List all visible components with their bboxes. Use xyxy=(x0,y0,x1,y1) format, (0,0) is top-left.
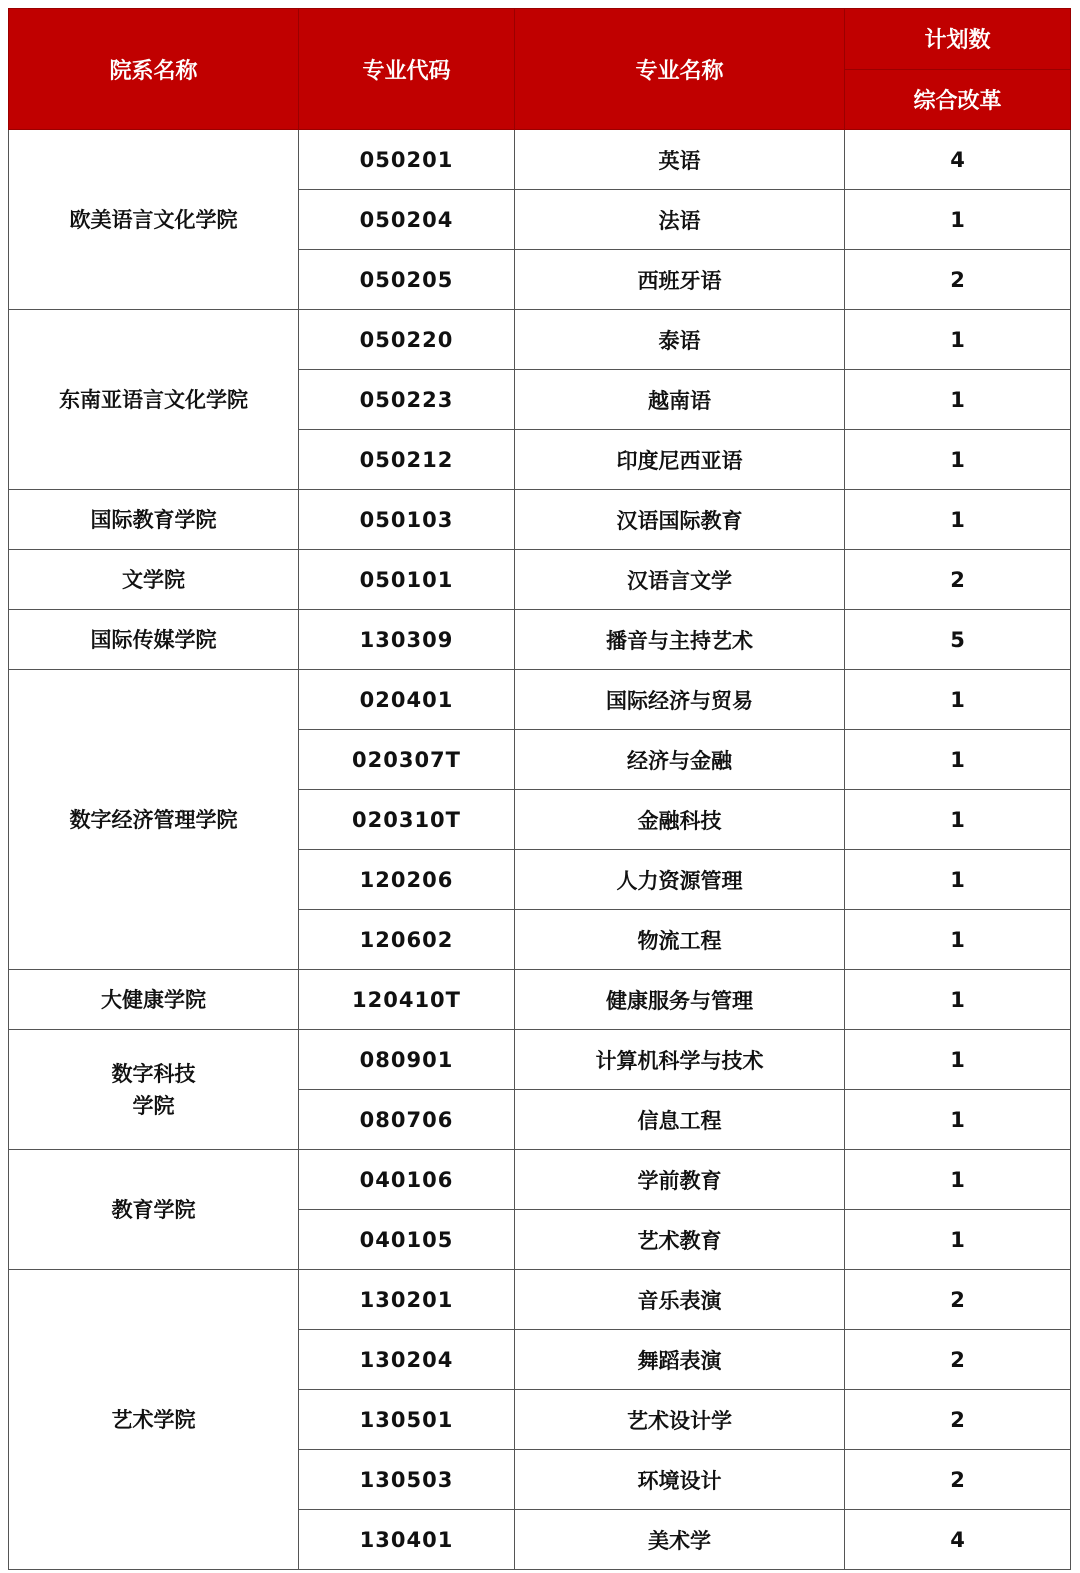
dept-name: 艺术学院 xyxy=(111,1407,196,1432)
dept-cell xyxy=(9,670,299,970)
plan-count-cell: 4 xyxy=(845,130,1071,190)
plan-count-cell: 2 xyxy=(845,1450,1071,1510)
code-cell: 130501 xyxy=(299,1390,515,1450)
dept-cell xyxy=(9,130,299,310)
table-row xyxy=(9,1270,1071,1330)
plan-count-cell: 5 xyxy=(845,610,1071,670)
plan-count-cell: 1 xyxy=(845,370,1071,430)
major-name-cell: 舞蹈表演 xyxy=(515,1330,845,1390)
dept-name: 数字科技 学院 xyxy=(111,1061,196,1118)
major-name-cell: 英语 xyxy=(515,130,845,190)
major-name-cell: 美术学 xyxy=(515,1510,845,1570)
header-dept: 院系名称 xyxy=(9,9,299,130)
header-plan-sub: 综合改革 xyxy=(845,69,1071,130)
dept-name: 国际传媒学院 xyxy=(90,627,217,652)
dept-name: 数字经济管理学院 xyxy=(69,807,238,832)
enrollment-plan-table-container xyxy=(8,8,1070,1570)
major-name-cell: 播音与主持艺术 xyxy=(515,610,845,670)
code-cell: 050103 xyxy=(299,490,515,550)
plan-count-cell: 1 xyxy=(845,730,1071,790)
code-cell: 050101 xyxy=(299,550,515,610)
plan-count-cell: 1 xyxy=(845,850,1071,910)
plan-count-cell: 2 xyxy=(845,250,1071,310)
plan-count-cell: 2 xyxy=(845,1390,1071,1450)
major-name-cell: 西班牙语 xyxy=(515,250,845,310)
dept-cell xyxy=(9,1030,299,1150)
table-row xyxy=(9,490,1071,550)
plan-count-cell: 2 xyxy=(845,1330,1071,1390)
table-row xyxy=(9,550,1071,610)
dept-cell xyxy=(9,970,299,1030)
header-plan: 计划数 xyxy=(845,9,1071,70)
code-cell: 050212 xyxy=(299,430,515,490)
plan-count-cell: 2 xyxy=(845,1270,1071,1330)
major-name-cell: 物流工程 xyxy=(515,910,845,970)
dept-cell xyxy=(9,1150,299,1270)
major-name-cell: 艺术设计学 xyxy=(515,1390,845,1450)
plan-count-cell: 1 xyxy=(845,1210,1071,1270)
plan-count-cell: 4 xyxy=(845,1510,1071,1570)
code-cell: 130309 xyxy=(299,610,515,670)
code-cell: 130201 xyxy=(299,1270,515,1330)
code-cell: 130204 xyxy=(299,1330,515,1390)
enrollment-plan-table xyxy=(8,8,1071,1570)
code-cell: 040106 xyxy=(299,1150,515,1210)
plan-count-cell: 1 xyxy=(845,310,1071,370)
code-cell: 050204 xyxy=(299,190,515,250)
code-cell: 050223 xyxy=(299,370,515,430)
major-name-cell: 越南语 xyxy=(515,370,845,430)
dept-name: 教育学院 xyxy=(111,1197,196,1222)
table-body xyxy=(9,130,1071,1570)
major-name-cell: 人力资源管理 xyxy=(515,850,845,910)
table-header xyxy=(9,9,1071,130)
dept-cell xyxy=(9,490,299,550)
dept-cell xyxy=(9,1270,299,1570)
table-row xyxy=(9,1150,1071,1210)
major-name-cell: 经济与金融 xyxy=(515,730,845,790)
major-name-cell: 金融科技 xyxy=(515,790,845,850)
plan-count-cell: 1 xyxy=(845,1090,1071,1150)
code-cell: 120410T xyxy=(299,970,515,1030)
dept-name: 东南亚语言文化学院 xyxy=(59,387,248,412)
plan-count-cell: 2 xyxy=(845,550,1071,610)
code-cell: 130503 xyxy=(299,1450,515,1510)
plan-count-cell: 1 xyxy=(845,430,1071,490)
major-name-cell: 泰语 xyxy=(515,310,845,370)
major-name-cell: 法语 xyxy=(515,190,845,250)
code-cell: 040105 xyxy=(299,1210,515,1270)
major-name-cell: 健康服务与管理 xyxy=(515,970,845,1030)
table-row xyxy=(9,670,1071,730)
code-cell: 050201 xyxy=(299,130,515,190)
table-row xyxy=(9,310,1071,370)
code-cell: 080901 xyxy=(299,1030,515,1090)
code-cell: 020307T xyxy=(299,730,515,790)
dept-name: 大健康学院 xyxy=(101,987,206,1012)
code-cell: 130401 xyxy=(299,1510,515,1570)
table-row xyxy=(9,130,1071,190)
plan-count-cell: 1 xyxy=(845,790,1071,850)
table-row xyxy=(9,610,1071,670)
plan-count-cell: 1 xyxy=(845,490,1071,550)
code-cell: 080706 xyxy=(299,1090,515,1150)
dept-cell xyxy=(9,310,299,490)
major-name-cell: 国际经济与贸易 xyxy=(515,670,845,730)
plan-count-cell: 1 xyxy=(845,970,1071,1030)
dept-cell xyxy=(9,610,299,670)
code-cell: 020310T xyxy=(299,790,515,850)
header-row xyxy=(9,9,1071,70)
dept-cell xyxy=(9,550,299,610)
plan-count-cell: 1 xyxy=(845,1030,1071,1090)
code-cell: 020401 xyxy=(299,670,515,730)
table-row xyxy=(9,970,1071,1030)
plan-count-cell: 1 xyxy=(845,670,1071,730)
major-name-cell: 汉语国际教育 xyxy=(515,490,845,550)
major-name-cell: 印度尼西亚语 xyxy=(515,430,845,490)
dept-name: 文学院 xyxy=(122,567,185,592)
table-row xyxy=(9,1030,1071,1090)
code-cell: 050220 xyxy=(299,310,515,370)
major-name-cell: 音乐表演 xyxy=(515,1270,845,1330)
dept-name: 欧美语言文化学院 xyxy=(69,207,238,232)
plan-count-cell: 1 xyxy=(845,190,1071,250)
major-name-cell: 汉语言文学 xyxy=(515,550,845,610)
dept-name: 国际教育学院 xyxy=(90,507,217,532)
code-cell: 050205 xyxy=(299,250,515,310)
header-code: 专业代码 xyxy=(299,9,515,130)
plan-count-cell: 1 xyxy=(845,1150,1071,1210)
major-name-cell: 计算机科学与技术 xyxy=(515,1030,845,1090)
major-name-cell: 艺术教育 xyxy=(515,1210,845,1270)
header-name: 专业名称 xyxy=(515,9,845,130)
major-name-cell: 环境设计 xyxy=(515,1450,845,1510)
plan-count-cell: 1 xyxy=(845,910,1071,970)
major-name-cell: 学前教育 xyxy=(515,1150,845,1210)
code-cell: 120206 xyxy=(299,850,515,910)
major-name-cell: 信息工程 xyxy=(515,1090,845,1150)
code-cell: 120602 xyxy=(299,910,515,970)
